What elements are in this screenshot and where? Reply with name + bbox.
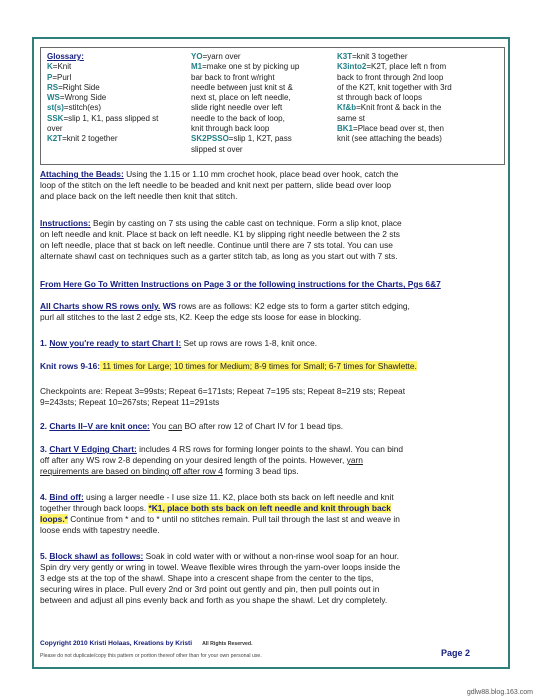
glossary-entry: RS=Right Side xyxy=(47,82,100,92)
glossary-entry: needle to the back of loop, xyxy=(191,113,285,123)
section-heading: Now you're ready to start Chart I: xyxy=(49,338,182,348)
glossary-entry: bar back to front w/right xyxy=(191,72,275,82)
copyright-line: Copyright 2010 Kristi Holaas, Kreations by Kristi All Rights Reserved. xyxy=(40,640,253,647)
section-heading: Chart V Edging Chart: xyxy=(49,444,137,454)
section-heading: Bind off: xyxy=(49,492,84,502)
step-4: 4. Bind off: using a larger needle - I use size 11. K2, place both sts back on left needle and knit together through back loops. *K1, place both sts back on left needle and knit through back loops.* Continue from * and to * until no stitches remain. Pull tail through the last st and weave in loose ends with tapestry needle. xyxy=(40,492,400,535)
glossary-entry: st(s)=stitch(es) xyxy=(47,103,102,113)
glossary-column-2 xyxy=(191,52,299,155)
glossary-entry: BK1=Place bead over st, then xyxy=(337,124,444,134)
glossary-column-1 xyxy=(47,52,158,145)
step-5: 5. Block shawl as follows: Soak in cold water with or without a non-rinse wool soap for an hour. Spin dry very gently or wring in towel. Weave flexible wires through the yarn-over loops inside the 3 edge sts at the top of the shawl. Shape into a crescent shape from the center to the tips, securing wires in place. Pull every 2nd or 3rd point out gently and pin, then pull points out in between and adjust all pins evenly back and forth as you shape the shawl. Let dry completely. xyxy=(40,551,401,605)
section-heading: Attaching the Beads: xyxy=(40,169,124,179)
glossary-entry: M1=make one st by picking up xyxy=(191,62,300,72)
glossary-entry: K2T=knit 2 together xyxy=(47,134,118,144)
glossary-entry: WS=Wrong Side xyxy=(47,93,107,103)
from-here-note: From Here Go To Written Instructions on Page 3 or the following instructions for the Charts, Pgs 6&7 xyxy=(40,279,441,289)
glossary-entry: over xyxy=(47,124,63,134)
knit-rows-line: Knit rows 9-16: 11 times for Large; 10 times for Medium; 8-9 times for Small; 6-7 times for Shawlette. xyxy=(40,361,417,371)
glossary-entry: knit (see attaching the beads) xyxy=(337,134,442,144)
knit-rows-highlight: 11 times for Large; 10 times for Medium; 8-9 times for Small; 6-7 times for Shawlette. xyxy=(100,361,417,371)
glossary-entry: K=Knit xyxy=(47,62,72,72)
glossary-entry: slipped st over xyxy=(191,144,243,154)
glossary-title: Glossary: xyxy=(47,52,84,61)
glossary-column-3 xyxy=(337,52,452,145)
section-heading: All Charts show RS rows only. xyxy=(40,301,161,311)
step-1: 1. Now you're ready to start Chart I: Set up rows are rows 1-8, knit once. xyxy=(40,338,318,348)
attaching-beads-section: Attaching the Beads: Using the 1.15 or 1.10 mm crochet hook, place bead over hook, catch the loop of the stitch on the left needle to be beaded and knit next per pattern, slide bead over loop and place back on the left needle then knit that stitch. xyxy=(40,169,399,201)
glossary-entry: P=Purl xyxy=(47,72,72,82)
glossary-entry: of the K2T, knit together with 3rd xyxy=(337,82,452,92)
glossary-entry: SSK=slip 1, K1, pass slipped st xyxy=(47,113,159,123)
watermark: gdlw88.blog.163.com xyxy=(466,689,533,696)
instructions-section: Instructions: Begin by casting on 7 sts using the cable cast on technique. Form a slip knot, place on left needle and knit. Place st back on left needle. K1 by slipping right needle between the 2 sts on left needle, place that st back on left needle. Continue until there are 7 sts total. You can use alternate shawl cast on techniques such as a garter stitch tab, as long as you start out with 7 sts. xyxy=(40,218,402,261)
glossary-entry: Kf&b=Knit front & back in the xyxy=(337,103,442,113)
section-heading: Charts II–V are knit once: xyxy=(49,421,150,431)
page-number: Page 2 xyxy=(441,648,471,658)
disclaimer: Please do not duplicate/copy this pattern or portion thereof other than for your own personal use. xyxy=(40,653,262,659)
glossary-entry: next st, place on left needle, xyxy=(191,93,291,103)
checkpoints: Checkpoints are: Repeat 3=99sts; Repeat 6=171sts; Repeat 7=195 sts; Repeat 8=219 sts; Repeat 9=243sts; Repeat 10=267sts; Repeat 11=291sts xyxy=(40,386,406,407)
bind-off-highlight: *K1, place both sts back on left needle and knit through back xyxy=(148,503,391,513)
glossary-entry: SK2PSSO=slip 1, K2T, pass xyxy=(191,134,292,144)
section-heading: Instructions: xyxy=(40,218,91,228)
glossary-entry: slide right needle over left xyxy=(191,103,283,113)
glossary-entry: needle between just knit st & xyxy=(191,82,293,92)
glossary-entry: st through back of loops xyxy=(337,93,422,103)
all-charts-section: All Charts show RS rows only. WS rows are as follows: K2 edge sts to form a garter stitch edging, purl all stitches to the last 2 edge sts, K2. Keep the edge sts loose for ease in blocking. xyxy=(40,301,410,322)
glossary-entry: K3T=knit 3 together xyxy=(337,52,408,61)
step-2: 2. Charts II–V are knit once: You can BO after row 12 of Chart IV for 1 bead tips. xyxy=(40,421,344,431)
section-heading: Block shawl as follows: xyxy=(49,551,144,561)
glossary-entry: K3into2=K2T, place left n from xyxy=(337,62,447,72)
glossary-box xyxy=(40,47,505,165)
step-3: 3. Chart V Edging Chart: includes 4 RS rows for forming longer points to the shawl. You can bind off after any WS row 2-8 depending on your desired length of the points. However, yarn requirements are based on binding off after row 4 forming 3 bead tips. xyxy=(40,444,404,476)
glossary-entry: back to front through 2nd loop xyxy=(337,72,444,82)
glossary-entry: same st xyxy=(337,113,366,123)
glossary-entry: YO=yarn over xyxy=(191,52,241,61)
glossary-entry: knit through back loop xyxy=(191,124,270,134)
